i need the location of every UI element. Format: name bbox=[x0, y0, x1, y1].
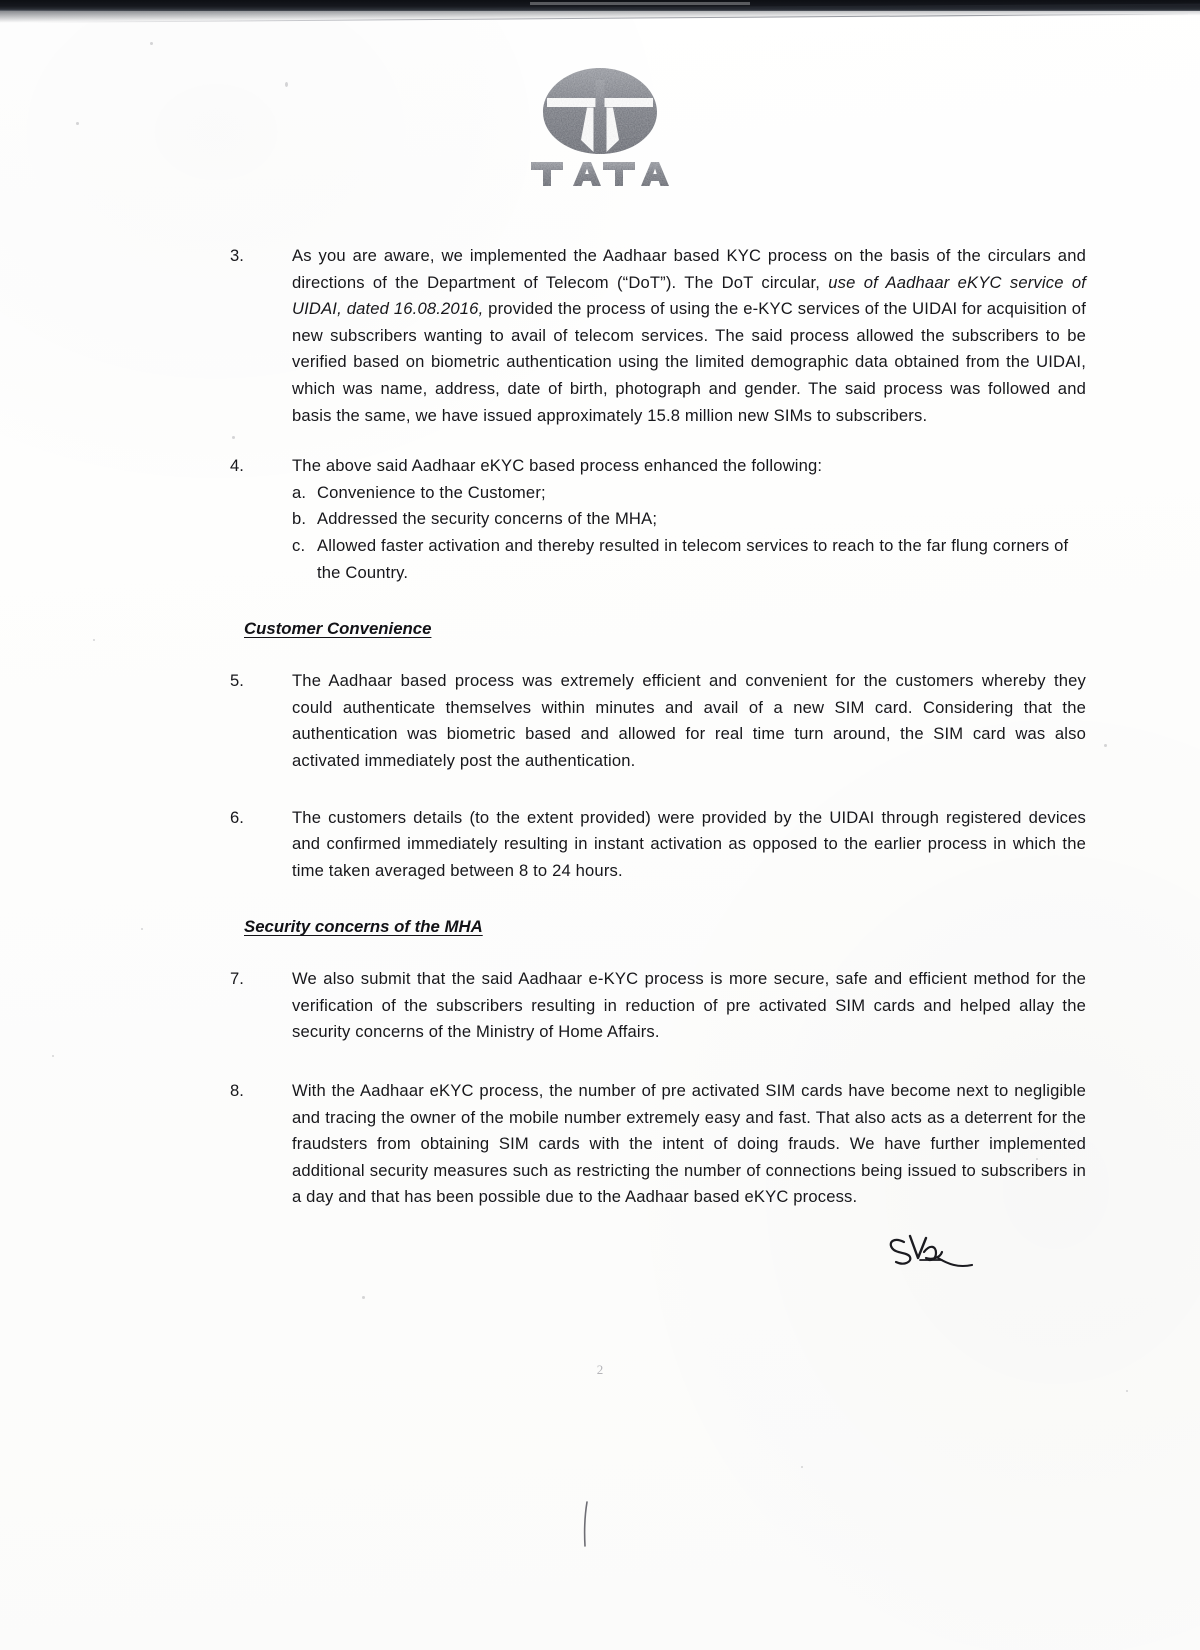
paragraph-5 bbox=[230, 668, 1086, 774]
paragraph-3-segment-3: provided the process of using the e-KYC services of the UIDAI for acquisition of new subscribers wanting to avail of telecom services. The said process allowed the subscribers to be verified based on biometric authentication using the limited demographic data obtained from the UIDAI, which was name, address, date of birth, photograph and gender. The said process was followed and basis the same, we have issued approximately 15.8 million new SIMs to subscribers. bbox=[292, 299, 1086, 425]
tata-logo bbox=[0, 62, 1200, 192]
section-heading-security-concerns: Security concerns of the MHA bbox=[244, 917, 483, 937]
scan-speck bbox=[150, 42, 153, 45]
scan-speck bbox=[1126, 1390, 1128, 1392]
scan-speck bbox=[52, 1055, 54, 1057]
scan-speck bbox=[362, 1296, 365, 1299]
document-body bbox=[230, 243, 1086, 1211]
paragraph-6 bbox=[230, 805, 1086, 885]
list-item bbox=[292, 533, 1086, 586]
list-item-text: Allowed faster activation and thereby resulted in telecom services to reach to the far flung corners of the Country. bbox=[317, 535, 1069, 582]
paragraph-number: 7. bbox=[230, 969, 244, 989]
paragraph-number: 5. bbox=[230, 671, 244, 691]
pen-stroke-icon bbox=[578, 1500, 594, 1548]
list-item-marker: b. bbox=[292, 509, 307, 529]
scan-speck bbox=[93, 639, 95, 641]
scan-speck bbox=[1104, 744, 1107, 747]
list-item bbox=[292, 480, 1086, 507]
scan-speck bbox=[801, 1466, 803, 1468]
paragraph-8 bbox=[230, 1078, 1086, 1211]
paragraph-3 bbox=[230, 243, 1086, 429]
paragraph-number: 8. bbox=[230, 1081, 244, 1101]
signature bbox=[880, 1228, 1000, 1288]
paragraph-text: We also submit that the said Aadhaar e-KYC process is more secure, safe and efficient method for the verification of the subscribers resulting in reduction of pre activated SIM cards and helped allay the security concerns of the Ministry of Home Affairs. bbox=[292, 969, 1086, 1042]
paragraph-text bbox=[292, 453, 1086, 586]
paragraph-4-lead: The above said Aadhaar eKYC based process enhanced the following: bbox=[292, 456, 823, 476]
handwritten-signature-icon bbox=[880, 1228, 1000, 1288]
stray-pen-mark bbox=[578, 1500, 594, 1548]
paragraph-4 bbox=[230, 453, 1086, 586]
paragraph-text: The Aadhaar based process was extremely efficient and convenient for the customers whereby they could authenticate themselves within minutes and avail of a new SIM card. Considering that the authentication was biometric based and allowed for real time turn around, the SIM card was also activated immediately post the authentication. bbox=[292, 671, 1086, 770]
paragraph-7 bbox=[230, 966, 1086, 1046]
list-item-text: Convenience to the Customer; bbox=[317, 482, 546, 502]
list-item-marker: a. bbox=[292, 482, 307, 502]
section-heading-customer-convenience: Customer Convenience bbox=[244, 619, 432, 639]
paragraph-text: With the Aadhaar eKYC process, the number of pre activated SIM cards have become next to negligible and tracing the owner of the mobile number extremely easy and fast. That also acts as a deterrent for the fraudsters from obtaining SIM cards with the intent of doing frauds. We have further implemented additional security measures such as restricting the number of connections being issued to subscribers in a day and that has been possible due to the Aadhaar based eKYC process. bbox=[292, 1081, 1086, 1207]
paragraph-text: The customers details (to the extent provided) were provided by the UIDAI through registered devices and confirmed immediately resulting in instant activation as opposed to the earlier process in which the time taken averaged between 8 to 24 hours. bbox=[292, 807, 1086, 880]
list-item-text: Addressed the security concerns of the MHA; bbox=[317, 509, 658, 529]
page-number: 2 bbox=[596, 1362, 604, 1377]
paragraph-3-segment-1: As you are aware, we implemented the Aadhaar based KYC process on the basis of the circulars and directions of the Department of Telecom (“DoT”). The DoT circular, bbox=[292, 246, 1086, 292]
paragraph-number: 4. bbox=[230, 456, 244, 476]
paragraph-3-italic-citation: use of Aadhaar eKYC service of UIDAI, dated 16.08.2016, bbox=[292, 272, 1086, 319]
paragraph-number: 6. bbox=[230, 807, 244, 827]
paragraph-text bbox=[292, 243, 1086, 429]
paragraph-number: 3. bbox=[230, 246, 244, 265]
list-item-marker: c. bbox=[292, 535, 306, 555]
paragraph-4-sublist bbox=[292, 480, 1086, 586]
list-item bbox=[292, 506, 1086, 533]
tata-oval-emblem-icon bbox=[525, 62, 675, 187]
scan-speck bbox=[141, 928, 143, 930]
